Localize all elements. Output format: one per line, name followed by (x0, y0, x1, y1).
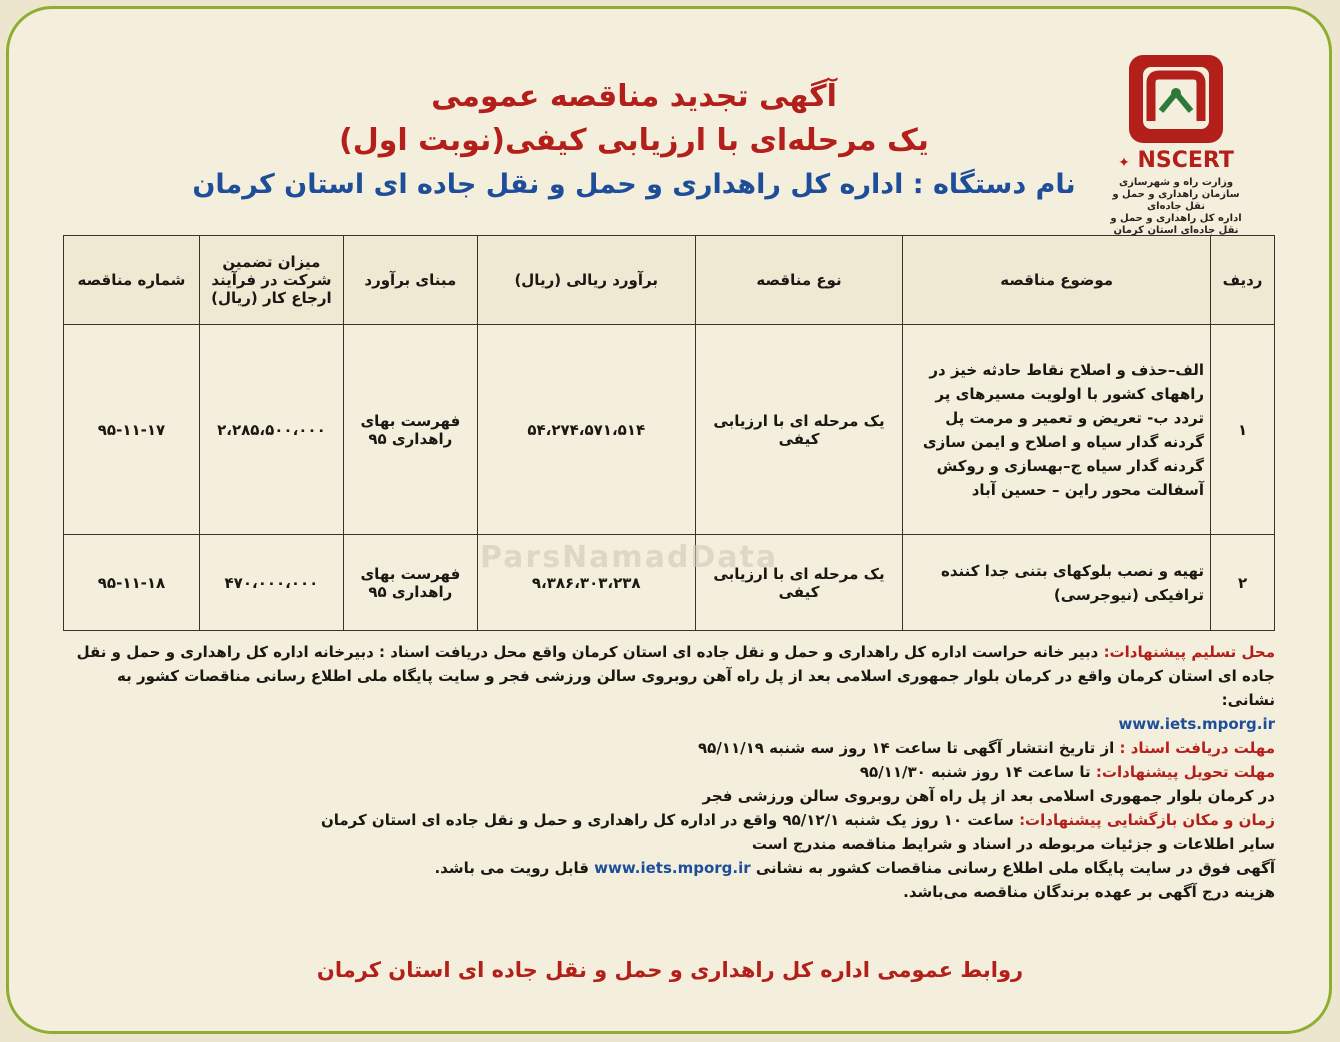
organization-name: سازمان راهداری و حمل و نقل جاده‌ای (1112, 189, 1240, 212)
basis-cell: فهرست بهای راهداری ۹۵ (343, 535, 477, 631)
guarantee-cell: ۲،۲۸۵،۵۰۰،۰۰۰ (199, 325, 343, 535)
bid-deadline-line (63, 760, 1275, 784)
estimate-cell: ۵۴،۲۷۴،۵۷۱،۵۱۴ (477, 325, 695, 535)
doc-deadline-text: از تاریخ انتشار آگهی تا ساعت ۱۴ روز سه شنبه ۹۵/۱۱/۱۹ (698, 739, 1120, 757)
estimate-cell: ۹،۳۸۶،۳۰۳،۲۳۸ (477, 535, 695, 631)
agency-name: نام دستگاه : اداره کل راهداری و حمل و نقل جاده ای استان کرمان (192, 169, 1076, 200)
watermark: ParsNamadData (480, 540, 779, 575)
maple-leaf-icon: ✦ (1118, 155, 1130, 171)
notice-header (189, 75, 1079, 207)
cost-notice-line: هزینه درج آگهی بر عهده برندگان مناقصه می‌باشد. (903, 883, 1275, 901)
site-notice-line (63, 856, 1275, 880)
col-subject: موضوع مناقصه (903, 236, 1211, 325)
guarantee-cell: ۴۷۰،۰۰۰،۰۰۰ (199, 535, 343, 631)
col-guarantee: میزان تضمین شرکت در فرآیند ارجاع کار (ریال) (199, 236, 343, 325)
subject-cell: الف–حذف و اصلاح نقاط حادثه خیز در راههای کشور با اولویت مسیرهای پر تردد ب- تعریض و تعمیر و مرمت پل گردنه گدار سیاه و اصلاح و ایمن سازی گردنه گدار سیاه ج–بهسازی و روکش آسفالت محور راین – حسین آباد (903, 325, 1211, 535)
col-number: شماره مناقصه (64, 236, 200, 325)
submission-text: دبیر خانه حراست اداره کل راهداری و حمل و نقل جاده ای استان کرمان واقع محل دریافت اسناد : دبیرخانه اداره کل راهداری و حمل و نقل جاده ای استان کرمان واقع در کرمان بلوار جمهوری اسلامی بعد از پل راه آهن روبروی سالن ورزشی فجر و سایت پایگاه ملی اطلاع رسانی مناقصات کشور به نشانی: (76, 643, 1275, 709)
col-basis: مبنای برآورد (343, 236, 477, 325)
site-url-line (63, 712, 1275, 736)
logo-org-lines (1101, 177, 1251, 237)
doc-deadline-line (63, 736, 1275, 760)
bid-deadline-text: تا ساعت ۱۴ روز شنبه ۹۵/۱۱/۳۰ (859, 763, 1096, 781)
site-notice-before: آگهی فوق در سایت پایگاه ملی اطلاع رسانی مناقصات کشور به نشانی (755, 859, 1275, 877)
notice-details (63, 640, 1275, 904)
road-arrow-logo-icon (1121, 49, 1231, 149)
opening-line (63, 808, 1275, 832)
ministry-name: وزارت راه و شهرسازی (1118, 177, 1234, 188)
row-no-cell: ۲ (1211, 535, 1275, 631)
brand-name: NSCERT (1137, 148, 1234, 173)
site-notice-after: قابل رویت می باشد. (434, 859, 589, 877)
other-info-line: سایر اطلاعات و جزئیات مربوطه در اسناد و شرایط مناقصه مندرج است (751, 835, 1275, 853)
type-cell: یک مرحله ای با ارزیابی کیفی (695, 325, 903, 535)
notice-title: آگهی تجدید مناقصه عمومی (431, 79, 837, 114)
site-notice-url[interactable]: www.iets.mporg.ir (594, 859, 751, 877)
submission-label: محل تسلیم پیشنهادات: (1103, 643, 1275, 661)
col-estimate: برآورد ریالی (ریال) (477, 236, 695, 325)
basis-cell: فهرست بهای راهداری ۹۵ (343, 325, 477, 535)
bid-deadline-label: مهلت تحویل پیشنهادات: (1095, 763, 1275, 781)
bid-place-line: در کرمان بلوار جمهوری اسلامی بعد از پل راه آهن روبروی سالن ورزشی فجر (702, 787, 1275, 805)
col-row-no: ردیف (1211, 236, 1275, 325)
number-cell: ۹۵-۱۱-۱۸ (64, 535, 200, 631)
submission-paragraph (63, 640, 1275, 712)
opening-text: ساعت ۱۰ روز یک شنبه ۹۵/۱۲/۱ واقع در اداره کل راهداری و حمل و نقل جاده ای استان کرمان (320, 811, 1020, 829)
nscert-mark (1101, 149, 1251, 175)
table-row (64, 325, 1275, 535)
site-url-link[interactable]: www.iets.mporg.ir (1118, 715, 1275, 733)
notice-subtitle: یک مرحله‌ای با ارزیابی کیفی(نوبت اول) (339, 123, 929, 158)
subject-cell: تهیه و نصب بلوکهای بتنی جدا کننده ترافیکی (نیوجرسی) (903, 535, 1211, 631)
number-cell: ۹۵-۱۱-۱۷ (64, 325, 200, 535)
opening-label: زمان و مکان بازگشایی پیشنهادات: (1019, 811, 1275, 829)
department-name: اداره کل راهداری و حمل و نقل جاده‌ای استان کرمان (1110, 213, 1242, 236)
public-relations-signature: روابط عمومی اداره کل راهداری و حمل و نقل جاده ای استان کرمان (316, 958, 1024, 982)
organization-logo (1101, 49, 1251, 236)
type-cell: یک مرحله ای با ارزیابی کیفی (695, 535, 903, 631)
col-type: نوع مناقصه (695, 236, 903, 325)
doc-deadline-label: مهلت دریافت اسناد : (1119, 739, 1275, 757)
table-header-row (64, 236, 1275, 325)
row-no-cell: ۱ (1211, 325, 1275, 535)
